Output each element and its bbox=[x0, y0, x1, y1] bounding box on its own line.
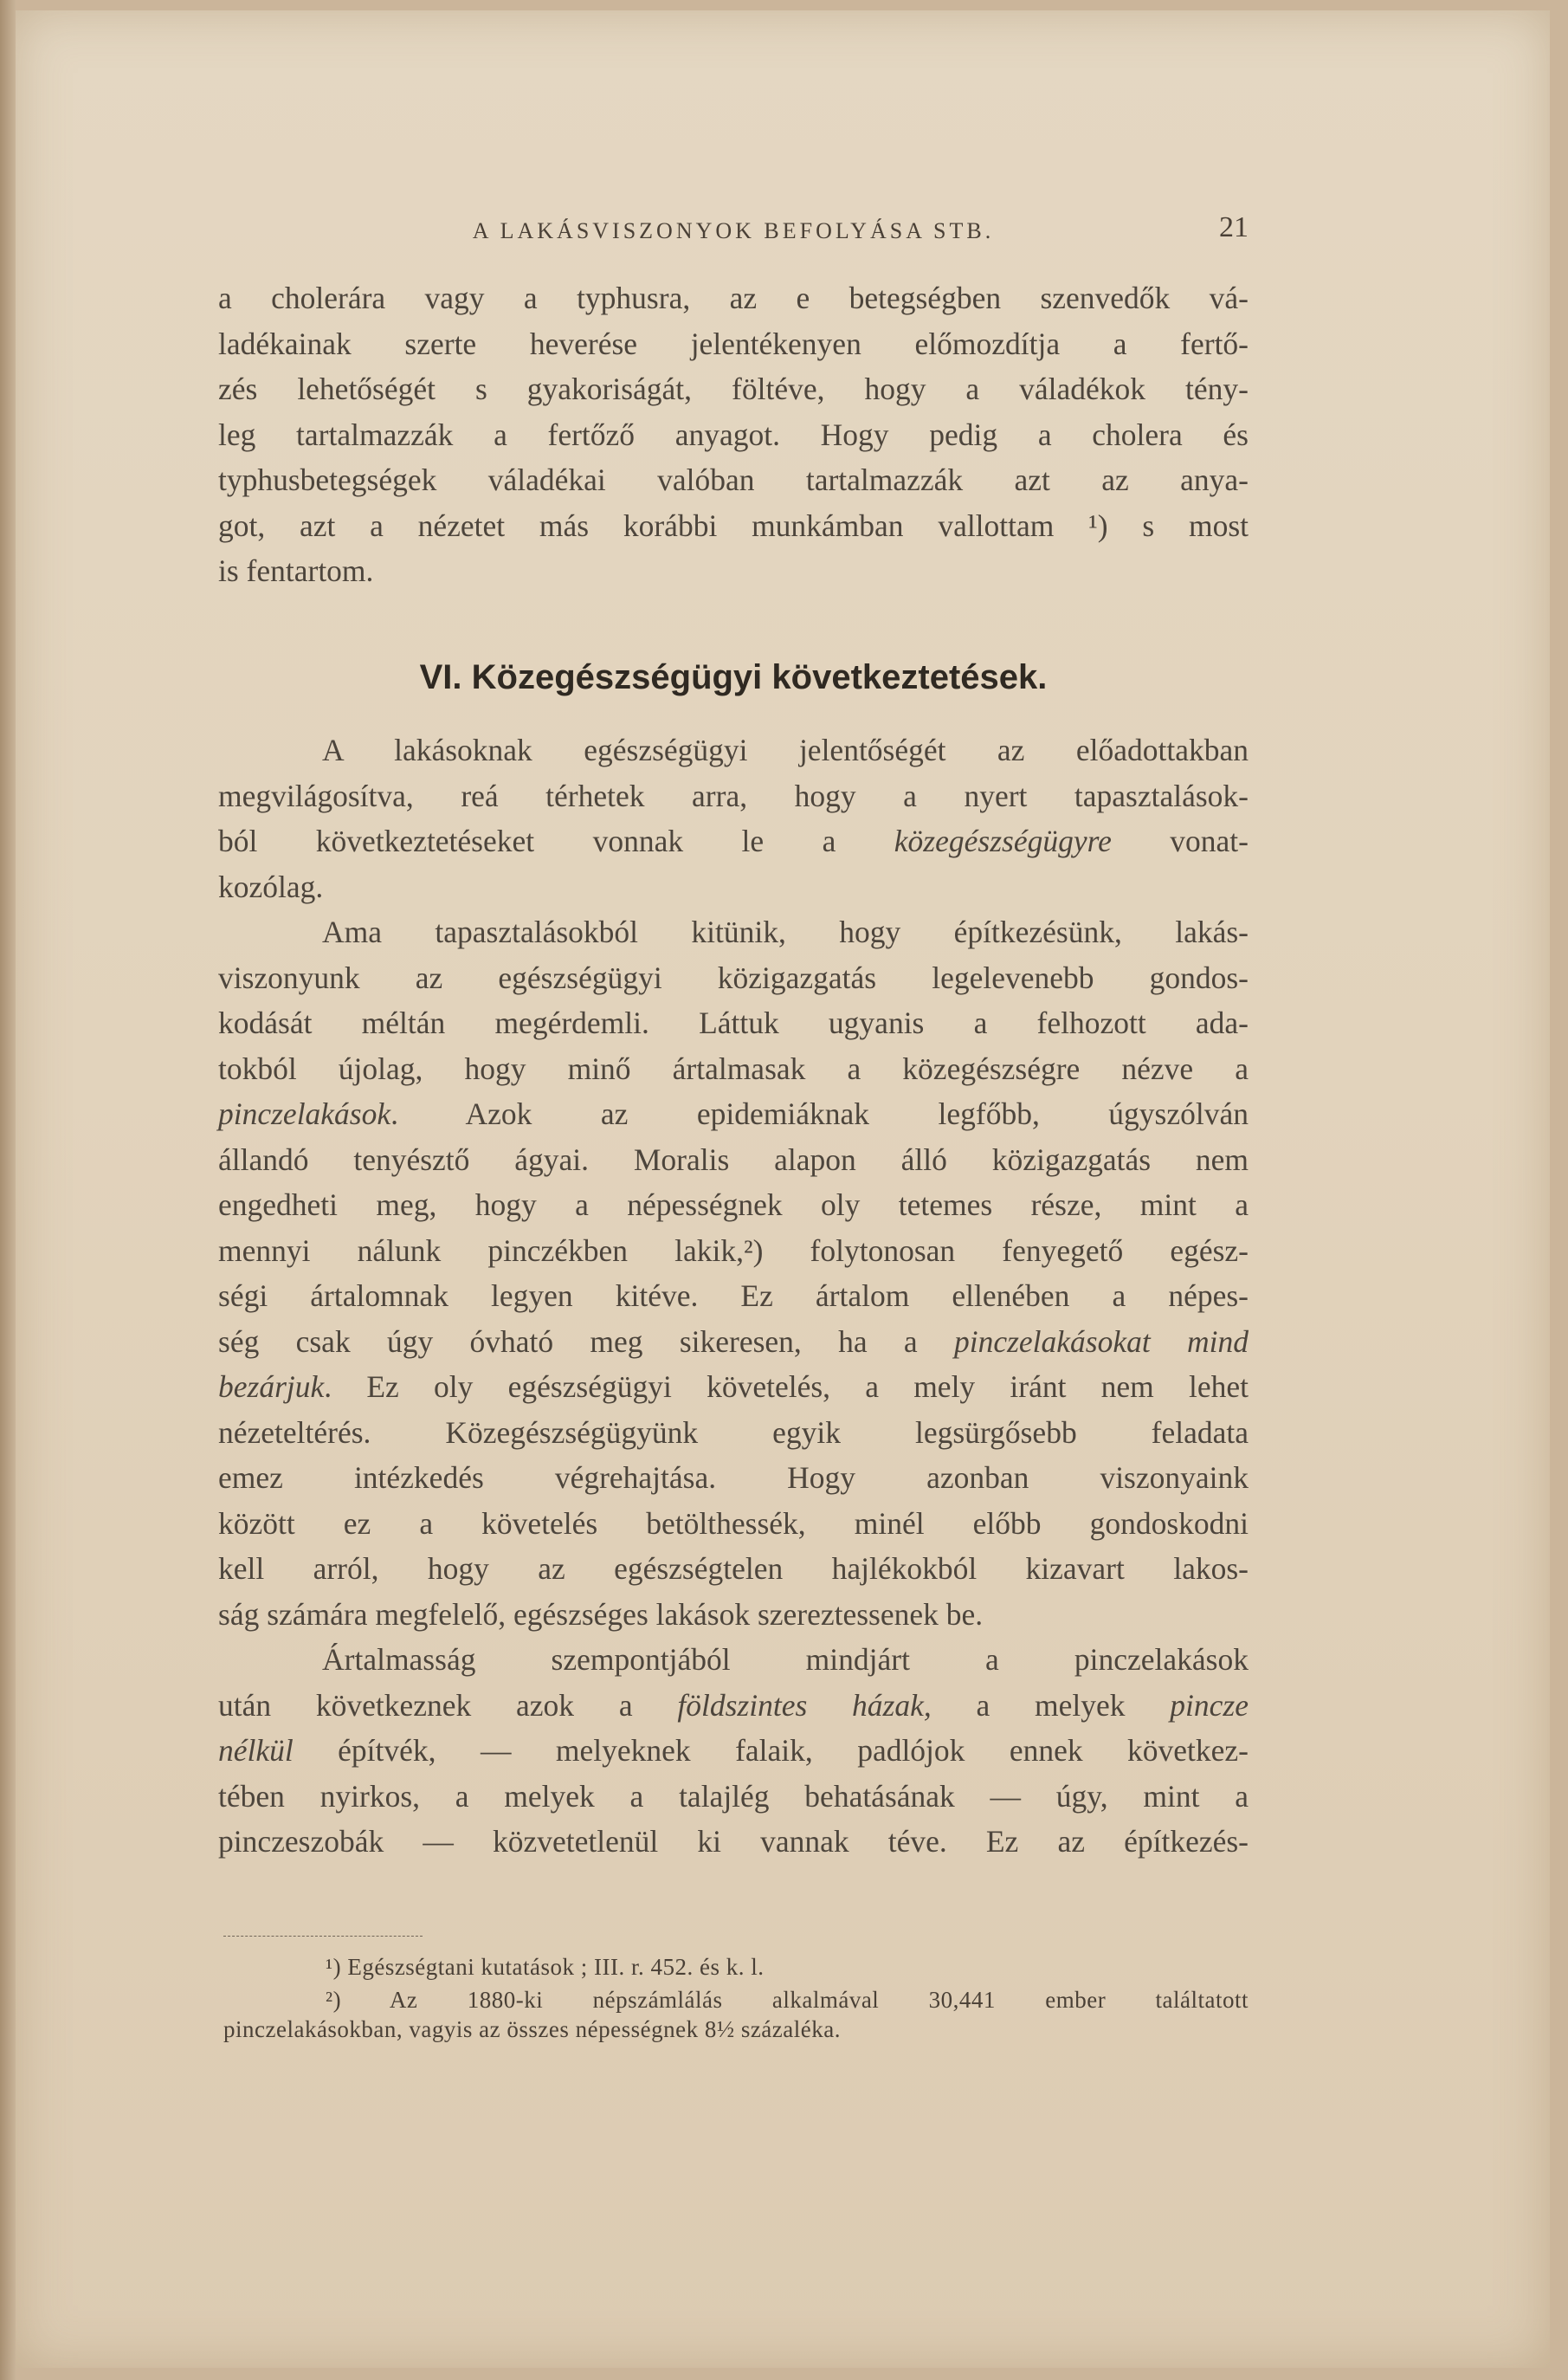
text-line: megvilágosítva, reá térhetek arra, hogy a nyert tapasztalások- bbox=[218, 778, 1249, 813]
text-span: építvék, — melyeknek falaik, padlójok ennek következ- bbox=[293, 1733, 1249, 1768]
italic-term: pincze bbox=[1170, 1687, 1249, 1723]
text-line bbox=[218, 1683, 1249, 1729]
text-span: után következnek azok a bbox=[218, 1687, 678, 1723]
running-head bbox=[218, 211, 1249, 262]
italic-term: földszintes házak, bbox=[677, 1687, 932, 1723]
text-line: zés lehetőségét s gyakoriságát, föltéve, hogy a váladékok tény- bbox=[218, 372, 1249, 406]
text-line bbox=[218, 1091, 1249, 1137]
italic-term: nélkül bbox=[218, 1733, 294, 1768]
scan-edge bbox=[0, 0, 16, 2380]
footnote-1: ¹) Egészségtani kutatások ; III. r. 452. és k. l. bbox=[326, 1954, 765, 1980]
text-line bbox=[218, 1319, 1249, 1365]
italic-term: bezárjuk bbox=[218, 1369, 325, 1404]
text-line: typhusbetegségek váladékai valóban tartalmazzák azt az anya- bbox=[218, 462, 1249, 497]
text-line: mennyi nálunk pinczékben lakik,²) folytonosan fenyegető egész- bbox=[218, 1232, 1249, 1268]
text-line bbox=[218, 1364, 1249, 1410]
text-line: Ama tapasztalásokból kitünik, hogy építkezésünk, lakás- bbox=[322, 915, 1249, 949]
text-line: nézeteltérés. Közegészségügyünk egyik legsürgősebb feladata bbox=[218, 1414, 1249, 1450]
paragraph-2-4 bbox=[218, 728, 1249, 1865]
footnote-2-line-1: ²) Az 1880-ki népszámlálás alkalmával 30,441 ember találtatott bbox=[326, 1987, 1249, 2013]
text-line: ladékainak szerte heverése jelentékenyen előmozdítja a fertő- bbox=[218, 326, 1249, 361]
text-line: leg tartalmazzák a fertőző anyagot. Hogy pedig a cholera és bbox=[218, 417, 1249, 452]
italic-term: pinczelakások bbox=[218, 1096, 391, 1131]
text-line: ság számára megfelelő, egészséges lakások szereztessenek be. bbox=[218, 1596, 984, 1632]
text-line: a cholerára vagy a typhusra, az e betegségben szenvedők vá- bbox=[218, 281, 1249, 315]
text-line: is fentartom. bbox=[218, 553, 374, 588]
text-line: tokból újolag, hogy minő ártalmasak a közegészségre nézve a bbox=[218, 1051, 1249, 1086]
section-heading: VI. Közegészségügyi következtetések. bbox=[419, 658, 1048, 696]
footnote-separator bbox=[223, 1936, 423, 1937]
text-line: A lakásoknak egészségügyi jelentőségét az előadottakban bbox=[322, 733, 1249, 767]
page-number: 21 bbox=[1219, 211, 1249, 243]
italic-term: közegészségügyre bbox=[894, 824, 1112, 858]
footnotes bbox=[223, 1952, 1249, 2044]
footnote-2-line-2: pinczelakásokban, vagyis az összes népességnek 8½ százaléka. bbox=[223, 2016, 841, 2042]
text-line: kell arról, hogy az egészségtelen hajlékokból kizavart lakos- bbox=[218, 1551, 1249, 1586]
text-line: ségi ártalomnak legyen kitéve. Ez ártalom ellenében a népes- bbox=[218, 1278, 1249, 1313]
running-head-title: A LAKÁSVISZONYOK BEFOLYÁSA STB. bbox=[472, 218, 995, 243]
italic-term: pinczelakásokat mind bbox=[953, 1323, 1249, 1359]
text-line: kozólag. bbox=[218, 869, 324, 904]
text-line: tében nyirkos, a melyek a talajlég behatásának — úgy, mint a bbox=[218, 1778, 1249, 1814]
text-span: a melyek bbox=[931, 1687, 1171, 1723]
text-line: engedheti meg, hogy a népességnek oly tetemes része, mint a bbox=[218, 1187, 1249, 1222]
text-line: kodását méltán megérdemli. Láttuk ugyanis a felhozott ada- bbox=[218, 1006, 1249, 1040]
text-line: pinczeszobák — közvetetlenül ki vannak téve. Ez az építkezés- bbox=[218, 1824, 1249, 1859]
text-line: állandó tenyésztő ágyai. Moralis alapon álló közigazgatás nem bbox=[218, 1141, 1249, 1177]
text-line: got, azt a nézetet más korábbi munkámban vallottam ¹) s most bbox=[218, 508, 1249, 543]
text-line bbox=[218, 818, 1249, 864]
text-line: Ártalmasság szempontjából mindjárt a pinczelakások bbox=[322, 1642, 1249, 1677]
text-line: emez intézkedés végrehajtása. Hogy azonban viszonyaink bbox=[218, 1460, 1249, 1495]
text-span: vonat- bbox=[1111, 824, 1249, 858]
text-line bbox=[218, 1728, 1249, 1774]
text-span: ból következtetéseket vonnak le a bbox=[218, 824, 894, 858]
text-span: . Ez oly egészségügyi követelés, a mely iránt nem lehet bbox=[324, 1369, 1249, 1404]
text-span: . Azok az epidemiáknak legfőbb, úgyszólván bbox=[390, 1096, 1249, 1131]
text-line: viszonyunk az egészségügyi közigazgatás legelevenebb gondos- bbox=[218, 960, 1249, 995]
paragraph-1 bbox=[218, 275, 1249, 594]
text-span: ség csak úgy óvható meg sikeresen, ha a bbox=[218, 1323, 954, 1359]
text-line: között ez a követelés betölthessék, minél előbb gondoskodni bbox=[218, 1505, 1249, 1541]
